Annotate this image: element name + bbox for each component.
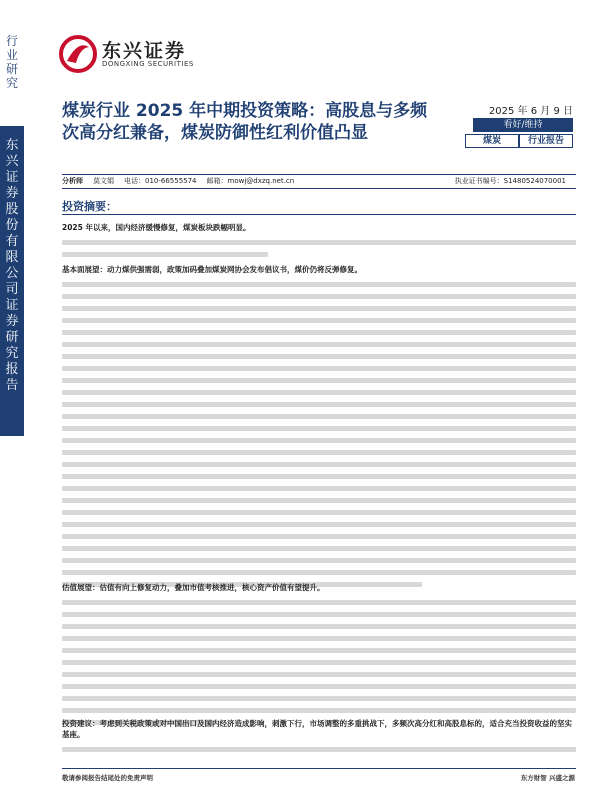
analyst-info-bar [62, 174, 576, 189]
report-info-box [445, 100, 573, 152]
sidebar-company-text: 东兴证券股份有限公司证券研究报告 [5, 138, 19, 393]
paragraph-heading: 投资建议：考虑到关税政策或对中国出口及国内经济造成影响，刺激下行，市场调整的多重挑战下，多频次高分红和高股息标的，适合充当投资收益的坚实基座。 [62, 719, 572, 739]
analyst-email[interactable]: 邮箱：mowj@dxzq.net.cn [206, 177, 295, 185]
industry-tag: 煤炭 [465, 134, 519, 148]
footer-divider [62, 768, 576, 769]
paragraph-text-lines [62, 240, 576, 257]
report-tags [465, 134, 573, 148]
paragraph-market-review [62, 222, 576, 257]
paragraph-heading: 估值展望：估值有向上修复动力，叠加市值考核推进，核心资产价值有望提升。 [62, 583, 325, 592]
report-title: 煤炭行业 2025 年中期投资策略：高股息与多频次高分红兼备，煤炭防御性红利价值凸显 [62, 101, 428, 143]
analyst-phone: 电话：010-66555574 [124, 177, 197, 185]
sidebar-category: 行业研究 [5, 34, 18, 90]
paragraph-investment-advice [62, 718, 576, 752]
logo-subtitle: DONGXING SECURITIES [102, 60, 194, 68]
summary-divider [62, 214, 576, 215]
analyst-label: 分析师 [62, 177, 83, 185]
footer-slogan: 东方财智 兴盛之源 [520, 774, 575, 782]
paragraph-valuation [62, 582, 576, 725]
logo-name: 东兴证券 [102, 40, 187, 62]
paragraph-heading: 基本面展望：动力煤供强需弱，政策加码叠加煤炭网协会发布倡议书，煤价仍将反弹修复。 [62, 265, 362, 274]
report-type-tag: 行业报告 [519, 134, 573, 148]
analyst-cert: 执业证书编号：S1480524070001 [454, 177, 566, 185]
paragraph-text-lines [62, 282, 576, 587]
logo-mark-icon [58, 34, 98, 74]
paragraph-text-lines [62, 600, 576, 725]
analyst-name: 莫文娟 [93, 177, 114, 185]
company-logo [58, 34, 228, 74]
paragraph-heading: 2025 年以来，国内经济缓慢修复，煤炭板块跌幅明显。 [62, 223, 251, 232]
paragraph-fundamentals [62, 264, 576, 587]
report-date: 2025 年 6 月 9 日 [488, 106, 573, 117]
rating-badge: 看好/维持 [473, 118, 573, 132]
summary-heading: 投资摘要： [62, 200, 117, 213]
footer-disclaimer: 敬请参阅报告结尾处的免责声明 [62, 774, 153, 782]
sidebar [0, 0, 24, 807]
paragraph-text-lines [62, 747, 576, 752]
